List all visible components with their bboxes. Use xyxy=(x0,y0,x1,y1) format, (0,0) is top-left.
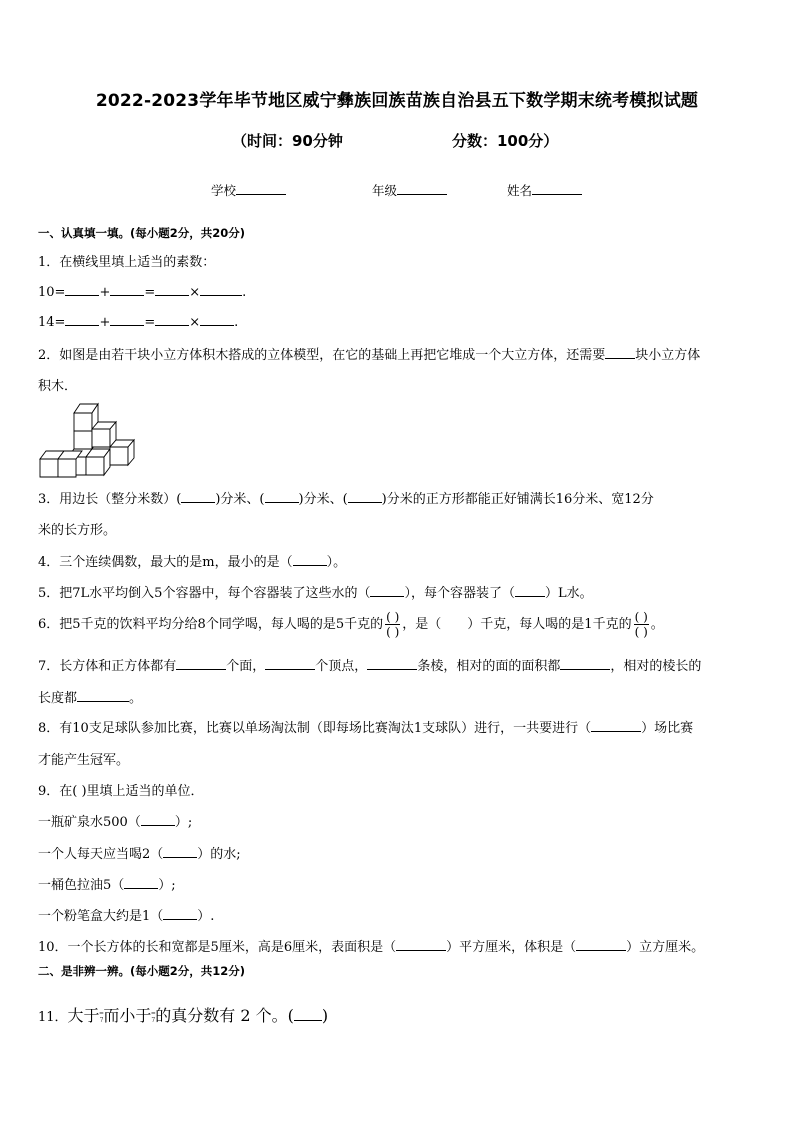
answer-blank xyxy=(348,490,382,503)
answer-blank xyxy=(515,584,545,597)
answer-blank xyxy=(265,490,299,503)
section-1-heading: 一、认真填一填。(每小题2分，共20分) xyxy=(38,226,246,240)
question-9-row-4: 一个粉笔盒大约是1（ ）. xyxy=(38,909,215,924)
question-7-line-2: 长度都 。 xyxy=(38,691,143,706)
answer-blank xyxy=(367,657,417,670)
question-8-line-2: 才能产生冠军。 xyxy=(38,753,130,768)
answer-blank xyxy=(110,313,144,326)
question-2: 2．如图是由若干块小立方体积木搭成的立体模型，在它的基础上再把它堆成一个大立方体，还需要 块小立方体 xyxy=(38,348,701,363)
answer-blank xyxy=(293,553,327,566)
grade-blank xyxy=(397,182,447,195)
school-field: 学校 xyxy=(211,181,286,199)
question-4: 4．三个连续偶数，最大的是m，最小的是（ ）。 xyxy=(38,555,347,570)
fraction-blank: $\frac{( )}{( )}$ xyxy=(634,610,648,639)
answer-blank xyxy=(200,313,234,326)
answer-blank xyxy=(141,813,175,826)
question-1-row-1: 10= + = × . xyxy=(38,285,247,300)
question-2-line-2: 积木． xyxy=(38,379,78,394)
answer-blank xyxy=(591,719,641,732)
answer-blank xyxy=(65,313,99,326)
question-1: 1．在横线里填上适当的素数： xyxy=(38,255,216,270)
tiny-fraction: ━ 7 xyxy=(151,1009,156,1024)
question-8: 8．有10支足球队参加比赛，比赛以单场淘汰制（即每场比赛淘汰1支球队）进行，一共要进行（ ）场比赛 xyxy=(38,721,694,736)
school-blank xyxy=(236,182,286,195)
time-label: （时间：90分钟 xyxy=(232,132,343,150)
name-blank xyxy=(532,182,582,195)
question-7: 7．长方体和正方体都有 个面， 个顶点， 条棱，相对的面的面积都 ，相对的棱长的 xyxy=(38,659,702,674)
answer-blank xyxy=(265,657,315,670)
answer-blank xyxy=(181,490,215,503)
answer-blank xyxy=(124,876,158,889)
name-field: 姓名 xyxy=(507,181,582,199)
answer-blank xyxy=(77,689,129,702)
answer-blank xyxy=(200,283,242,296)
answer-blank xyxy=(294,1008,322,1021)
question-9-row-3: 一桶色拉油5（ ）; xyxy=(38,878,176,893)
answer-blank xyxy=(163,907,197,920)
tiny-fraction: ━ 7 xyxy=(99,1009,104,1024)
answer-blank xyxy=(155,283,189,296)
cube-model-figure xyxy=(38,401,142,481)
question-9-row-1: 一瓶矿泉水500（ ）; xyxy=(38,815,193,830)
question-3-line-2: 米的长方形。 xyxy=(38,523,117,538)
cube-stack xyxy=(40,404,134,477)
question-9-row-2: 一个人每天应当喝2（ ）的水; xyxy=(38,847,241,862)
question-10: 10．一个长方体的长和宽都是5厘米，高是6厘米，表面积是（ ）平方厘米，体积是（ ）立方厘米。 xyxy=(38,940,705,955)
answer-blank xyxy=(396,938,446,951)
answer-blank xyxy=(163,845,197,858)
question-3: 3．用边长（整分米数）( )分米、( )分米、( )分米的正方形都能正好铺满长16分米、宽12分 xyxy=(38,492,654,507)
question-5: 5．把7L水平均倒入5个容器中，每个容器装了这些水的（ ），每个容器装了（ ）L水。 xyxy=(38,586,593,601)
question-6: 6．把5千克的饮料平均分给8个同学喝，每人喝的是5千克的 $\frac{( )}{( )}$ ，是（ ）千克，每人喝的是1千克的 $\frac{( )}{( )}$ 。 xyxy=(38,610,664,639)
score-label: 分数：100分） xyxy=(452,132,559,150)
answer-blank xyxy=(176,657,226,670)
answer-blank xyxy=(155,313,189,326)
answer-blank xyxy=(370,584,404,597)
answer-blank xyxy=(110,283,144,296)
answer-blank xyxy=(65,283,99,296)
page-title: 2022-2023学年毕节地区威宁彝族回族苗族自治县五下数学期末统考模拟试题 xyxy=(95,91,699,111)
question-9: 9．在( )里填上适当的单位． xyxy=(38,784,204,799)
fraction-blank: $\frac{( )}{( )}$ xyxy=(386,610,400,639)
question-11: 11．大于━ 7而小于━ 7的真分数有 2 个。( ) xyxy=(38,1006,329,1025)
answer-blank xyxy=(576,938,626,951)
answer-blank xyxy=(605,346,635,359)
question-1-row-2: 14= + = × . xyxy=(38,315,239,330)
answer-blank xyxy=(560,657,610,670)
grade-field: 年级 xyxy=(372,181,447,199)
section-2-heading: 二、是非辨一辨。(每小题2分，共12分) xyxy=(38,964,246,978)
